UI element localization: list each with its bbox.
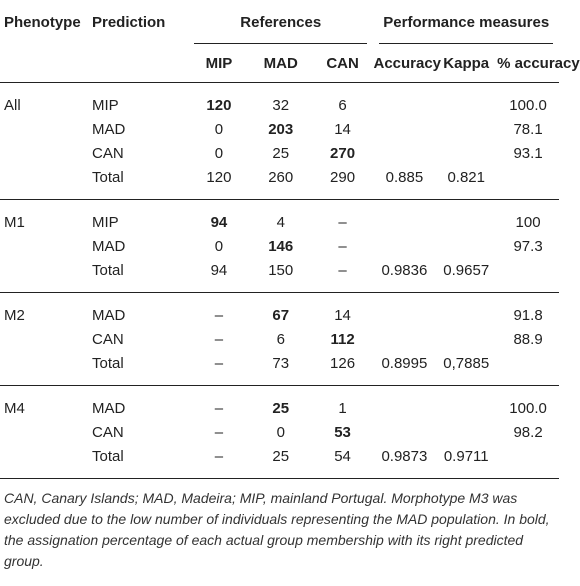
pct-cell: 97.3 (513, 237, 543, 255)
header-blank-2 (92, 44, 188, 83)
header-references: References (188, 0, 373, 44)
mip-cell: 120 (188, 165, 250, 200)
can-cell: 126 (312, 351, 374, 386)
mad-cell: 25 (250, 444, 312, 479)
mip-cell: – (214, 330, 224, 348)
phenotype-cell (0, 444, 92, 479)
table-row (0, 351, 559, 386)
prediction-cell: Total (92, 444, 188, 479)
pct-cell: 100 (515, 213, 541, 231)
table-row (0, 327, 559, 351)
mip-cell: 94 (210, 213, 228, 231)
can-cell: – (338, 213, 347, 231)
mad-cell: 25 (272, 399, 290, 417)
pct-cell (497, 351, 559, 386)
can-cell: 14 (334, 306, 351, 324)
mip-cell: – (214, 423, 224, 441)
accuracy-cell (373, 117, 435, 141)
header-kappa: Kappa (435, 44, 497, 83)
header-blank-1 (0, 44, 92, 83)
header-mip: MIP (188, 44, 250, 83)
pct-cell (497, 444, 559, 479)
prediction-cell: CAN (92, 330, 124, 348)
table-row (0, 165, 559, 200)
prediction-cell: Total (92, 258, 188, 293)
table-row (0, 141, 559, 165)
mip-cell: 0 (214, 120, 224, 138)
accuracy-cell (373, 200, 435, 235)
pct-cell: 98.2 (513, 423, 543, 441)
can-cell: 54 (312, 444, 374, 479)
pct-cell: 100.0 (509, 399, 547, 417)
prediction-cell: MAD (92, 306, 126, 324)
mad-cell: 67 (272, 306, 290, 324)
accuracy-cell (373, 234, 435, 258)
table-row (0, 200, 559, 235)
can-cell: 290 (312, 165, 374, 200)
can-cell: 1 (338, 399, 347, 417)
mip-cell: – (188, 444, 250, 479)
accuracy-cell: 0.9873 (373, 444, 435, 479)
mad-cell: 32 (272, 96, 290, 114)
phenotype-cell (0, 234, 92, 258)
kappa-cell (435, 420, 497, 444)
phenotype-cell: M4 (4, 399, 25, 417)
header-accuracy: Accuracy (373, 44, 435, 83)
phenotype-cell (0, 258, 92, 293)
table-header (0, 0, 580, 83)
header-prediction: Prediction (92, 13, 166, 31)
can-cell: – (312, 258, 374, 293)
phenotype-cell (0, 165, 92, 200)
table-row (0, 420, 559, 444)
kappa-cell (435, 83, 497, 118)
phenotype-cell (0, 327, 92, 351)
mad-cell: 146 (268, 237, 294, 255)
phenotype-cell (0, 141, 92, 165)
kappa-cell (435, 327, 497, 351)
accuracy-cell (373, 293, 435, 328)
mip-cell: – (188, 351, 250, 386)
kappa-cell: 0.821 (435, 165, 497, 200)
pct-cell: 88.9 (513, 330, 543, 348)
mip-cell: 94 (188, 258, 250, 293)
accuracy-cell (373, 83, 435, 118)
accuracy-cell: 0.885 (373, 165, 435, 200)
can-cell: 14 (334, 120, 351, 138)
mad-cell: 150 (250, 258, 312, 293)
can-cell: 270 (330, 144, 356, 162)
kappa-cell (435, 234, 497, 258)
prediction-cell: MAD (92, 237, 126, 255)
phenotype-cell (0, 117, 92, 141)
accuracy-cell (373, 420, 435, 444)
table-row (0, 83, 559, 118)
header-row-top (0, 0, 559, 44)
mip-cell: 0 (214, 144, 224, 162)
can-cell: – (338, 237, 347, 255)
mad-cell: 260 (250, 165, 312, 200)
kappa-cell: 0,7885 (435, 351, 497, 386)
header-row-sub (0, 44, 559, 83)
prediction-cell: Total (92, 351, 188, 386)
mad-cell: 6 (276, 330, 285, 348)
prediction-cell: CAN (92, 144, 124, 162)
table-row (0, 234, 559, 258)
mip-cell: 120 (206, 96, 232, 114)
header-phenotype: Phenotype (4, 13, 81, 31)
can-cell: 6 (338, 96, 347, 114)
table-row (0, 386, 559, 421)
kappa-cell (435, 293, 497, 328)
header-mad: MAD (250, 44, 312, 83)
mad-cell: 73 (250, 351, 312, 386)
mad-cell: 0 (276, 423, 285, 441)
phenotype-cell (0, 351, 92, 386)
prediction-cell: MIP (92, 96, 119, 114)
mad-cell: 4 (276, 213, 285, 231)
table-footnote: CAN, Canary Islands; MAD, Madeira; MIP, mainland Portugal. Morphotype M3 was excluded due to the low number of individuals representing the MAD population. In bold, the assignation percentage of each actual group membership with its right predicted group. (4, 490, 550, 569)
mip-cell: – (214, 399, 224, 417)
kappa-cell (435, 200, 497, 235)
phenotype-cell: All (4, 96, 21, 114)
pct-cell: 78.1 (513, 120, 543, 138)
kappa-cell: 0.9711 (435, 444, 497, 479)
table-row (0, 444, 559, 479)
pct-cell: 100.0 (509, 96, 547, 114)
accuracy-cell: 0.8995 (373, 351, 435, 386)
accuracy-cell: 0.9836 (373, 258, 435, 293)
prediction-cell: CAN (92, 423, 124, 441)
prediction-cell: MAD (92, 399, 126, 417)
accuracy-cell (373, 141, 435, 165)
header-pct-accuracy: % accuracy (497, 44, 559, 83)
can-cell: 112 (330, 330, 355, 348)
pct-cell: 93.1 (513, 144, 543, 162)
header-can: CAN (312, 44, 374, 83)
accuracy-cell (373, 386, 435, 421)
kappa-cell (435, 117, 497, 141)
mip-cell: 0 (214, 237, 224, 255)
mip-cell: – (214, 306, 224, 324)
mad-cell: 203 (268, 120, 294, 138)
table-row (0, 258, 559, 293)
pct-cell: 91.8 (513, 306, 543, 324)
header-performance: Performance measures (373, 0, 559, 44)
table-body (0, 83, 559, 479)
table-row (0, 293, 559, 328)
kappa-cell: 0.9657 (435, 258, 497, 293)
can-cell: 53 (334, 423, 351, 441)
prediction-cell: Total (92, 165, 188, 200)
mad-cell: 25 (272, 144, 290, 162)
table-row (0, 117, 559, 141)
accuracy-cell (373, 327, 435, 351)
phenotype-cell: M1 (4, 213, 25, 231)
phenotype-cell: M2 (4, 306, 25, 324)
prediction-cell: MAD (92, 120, 126, 138)
phenotype-cell (0, 420, 92, 444)
pct-cell (497, 165, 559, 200)
prediction-cell: MIP (92, 213, 119, 231)
kappa-cell (435, 141, 497, 165)
pct-cell (497, 258, 559, 293)
kappa-cell (435, 386, 497, 421)
